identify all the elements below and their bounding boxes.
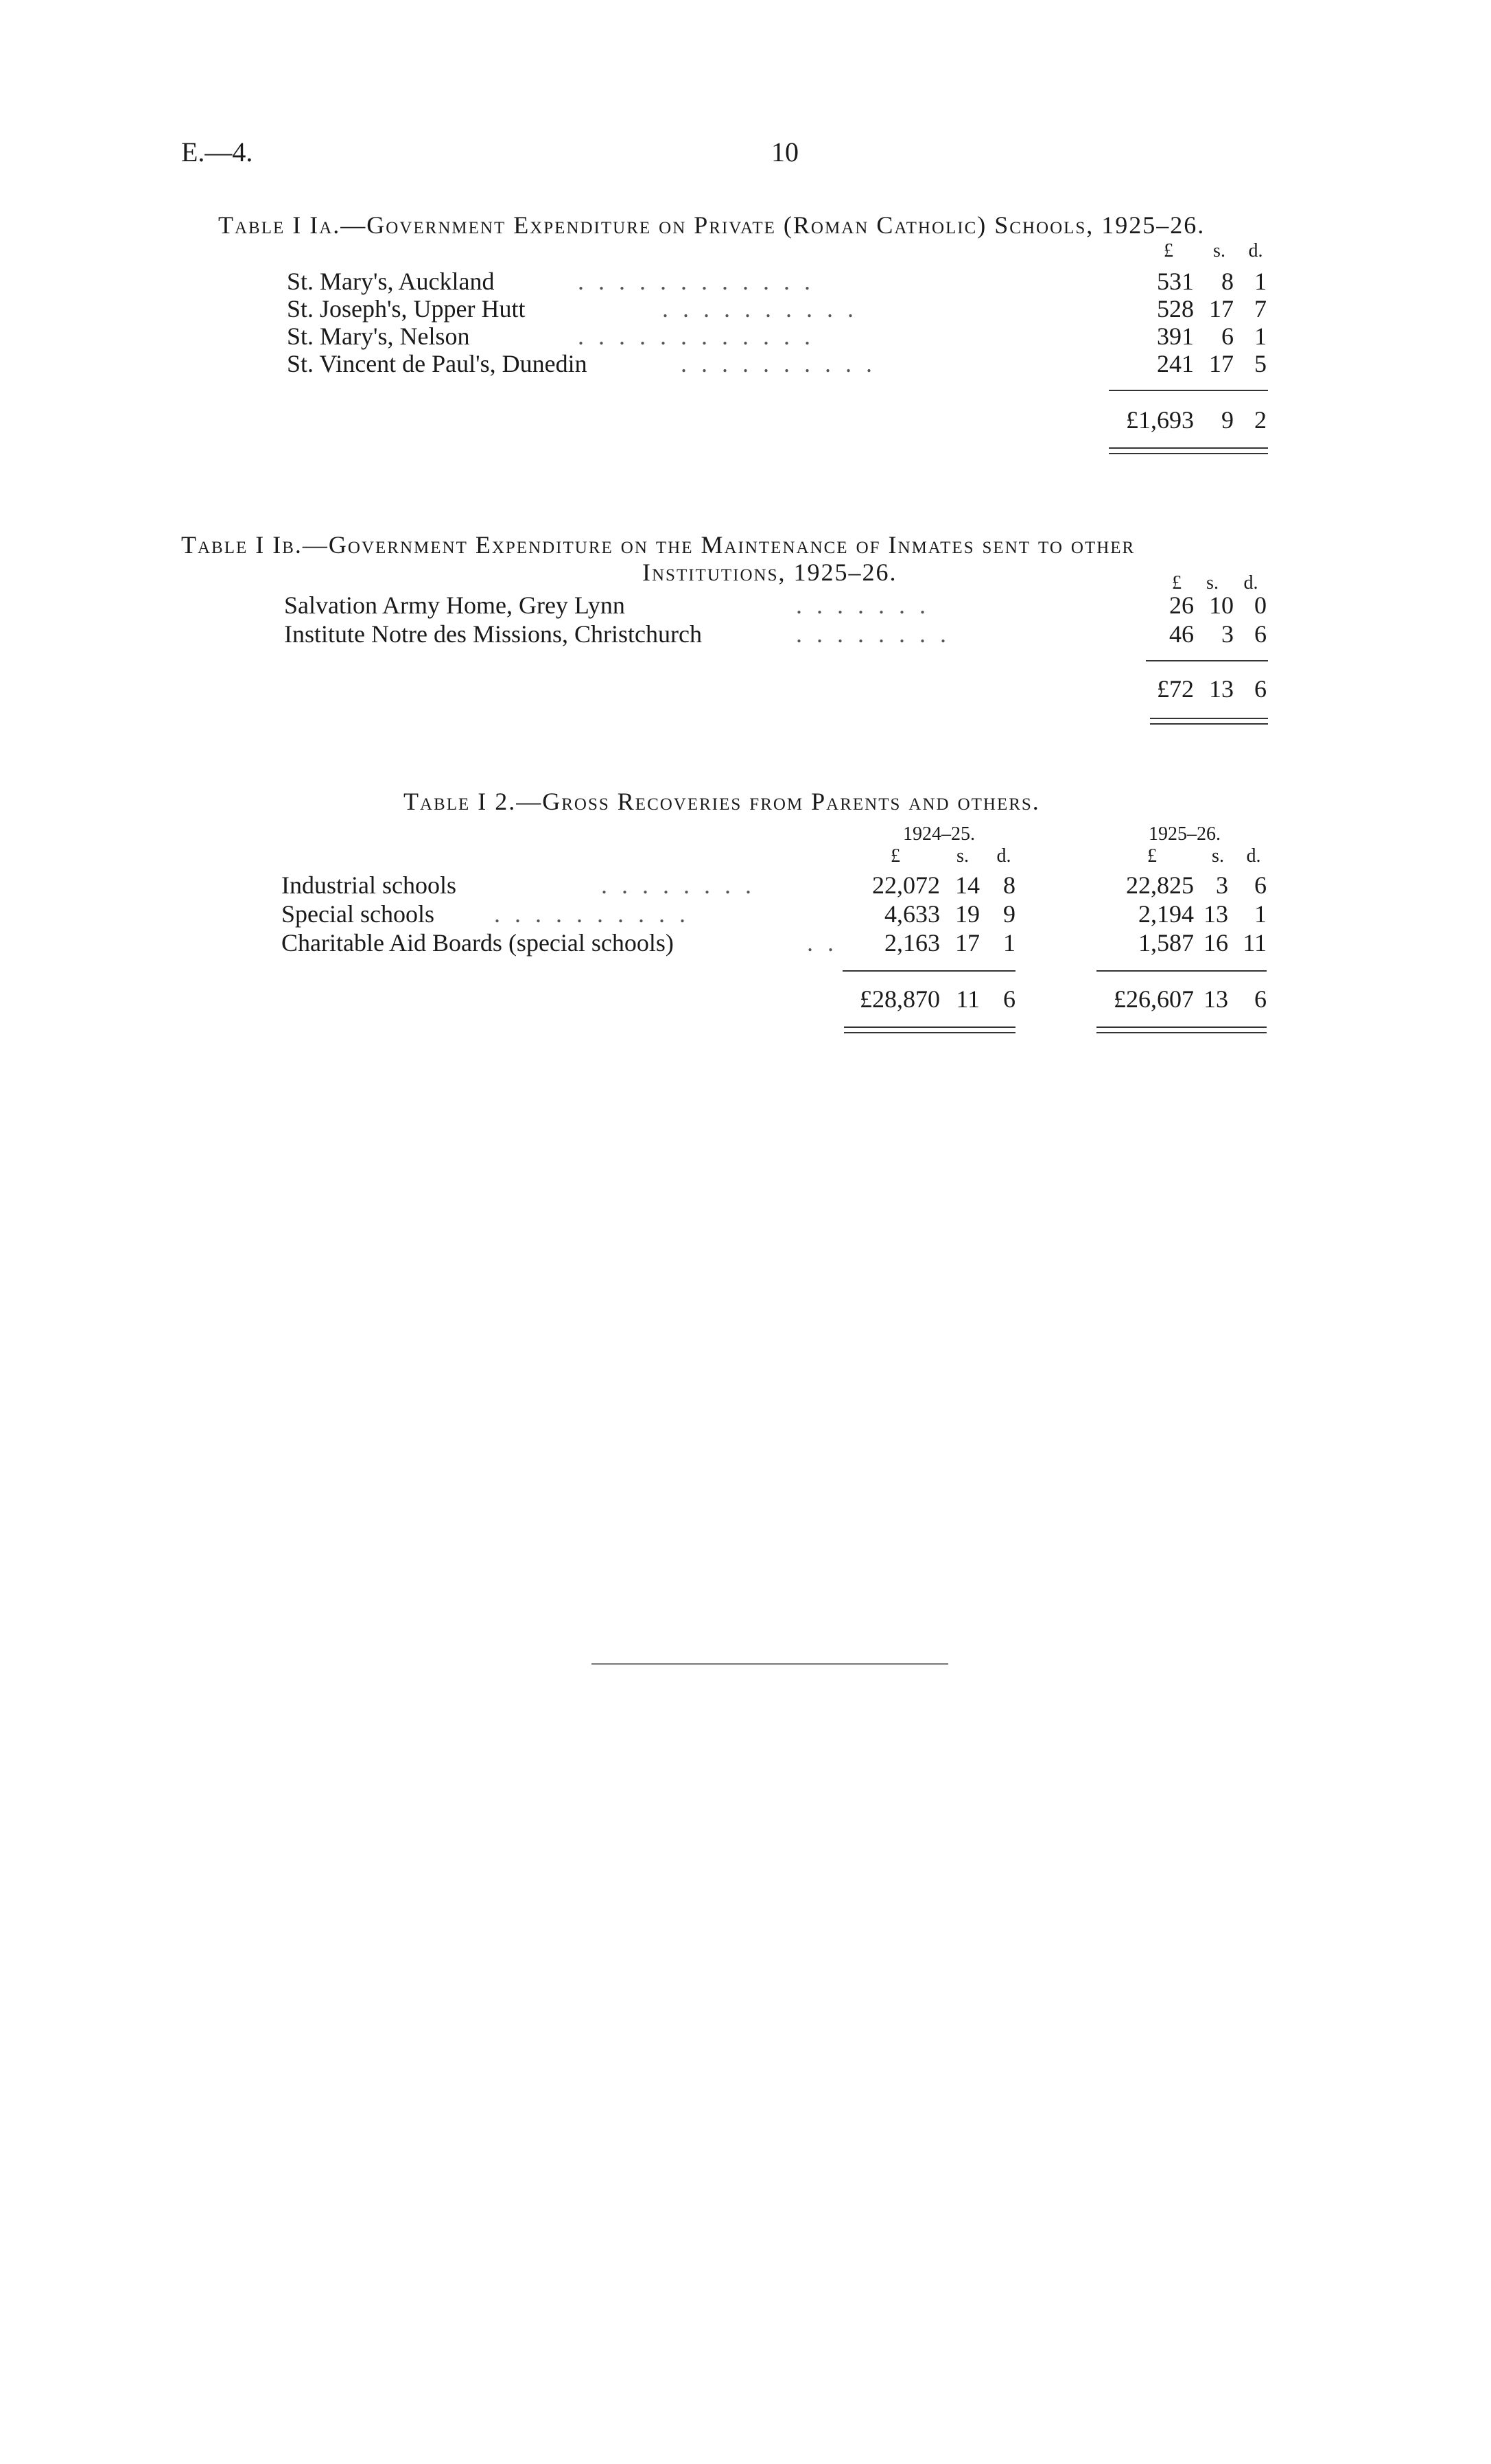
double-rule xyxy=(1150,718,1268,719)
table-i2-col-shillings-2: s. xyxy=(1212,845,1224,867)
table-iib-row-pounds: 26 xyxy=(1169,591,1194,619)
table-iib-title: Table I Ib.—Government Expenditure on the Maintenance of Inmates sent to other xyxy=(181,531,1136,559)
table-i2-col-pounds-2: £ xyxy=(1147,845,1157,867)
leader-dots: . . . . . . . xyxy=(796,591,930,619)
table-i2-row-pence-2: 6 xyxy=(1254,871,1267,899)
table-iib-total-pence: 6 xyxy=(1254,675,1267,703)
table-i2-total-pounds-2: £26,607 xyxy=(1114,985,1194,1013)
table-i2-col-pence-2: d. xyxy=(1246,845,1261,867)
table-iib-total-pounds: £72 xyxy=(1157,675,1194,703)
leader-dots: . . xyxy=(807,929,838,957)
table-iia-total-shillings: 9 xyxy=(1221,406,1234,434)
double-rule xyxy=(1096,1032,1267,1033)
leader-dots: . . . . . . . . . . xyxy=(494,900,690,928)
table-i2-col-shillings-1: s. xyxy=(956,845,969,867)
table-i2-row-pence-1: 8 xyxy=(1003,871,1015,899)
table-i2-row-pounds-1: 4,633 xyxy=(884,900,940,928)
total-rule xyxy=(1096,970,1267,972)
table-iib-col-pounds: £ xyxy=(1172,572,1182,594)
table-i2-year-1924: 1924–25. xyxy=(903,823,975,845)
table-i2-row-pence-2: 1 xyxy=(1254,900,1267,928)
table-iib-row-shillings: 10 xyxy=(1209,591,1234,619)
table-iib-col-shillings: s. xyxy=(1206,572,1219,594)
closing-rule xyxy=(591,1663,948,1665)
table-iib-row-pence: 0 xyxy=(1254,591,1267,619)
double-rule xyxy=(1096,1026,1267,1028)
table-iia-row-pounds: 391 xyxy=(1157,322,1194,350)
table-iia-title: Table I Ia.—Government Expenditure on Private (Roman Catholic) Schools, 1925–26. xyxy=(218,211,1206,239)
page-number: 10 xyxy=(771,137,799,167)
table-i2-col-pence-1: d. xyxy=(996,845,1011,867)
table-iia-total-pounds: £1,693 xyxy=(1126,406,1194,434)
table-i2-row-shillings-2: 3 xyxy=(1216,871,1228,899)
table-iia-row-name: St. Joseph's, Upper Hutt xyxy=(287,295,526,322)
table-iia-row-name: St. Vincent de Paul's, Dunedin xyxy=(287,350,587,377)
table-iib-total-shillings: 13 xyxy=(1209,675,1234,703)
table-i2-row-name: Charitable Aid Boards (special schools) xyxy=(281,929,674,957)
table-i2-row-pounds-1: 22,072 xyxy=(872,871,940,899)
table-i2-title: Table I 2.—Gross Recoveries from Parents and others. xyxy=(403,788,1040,815)
leader-dots: . . . . . . . . . . xyxy=(681,350,876,377)
table-i2-total-shillings-1: 11 xyxy=(956,985,980,1013)
leader-dots: . . . . . . . . . . xyxy=(662,295,858,322)
double-rule xyxy=(844,1026,1015,1028)
table-iia-col-pence: d. xyxy=(1248,240,1263,261)
table-iia-col-shillings: s. xyxy=(1213,240,1225,261)
table-iib-row-pounds: 46 xyxy=(1169,620,1194,648)
table-i2-row-shillings-2: 13 xyxy=(1204,900,1228,928)
table-iia-row-pounds: 531 xyxy=(1157,268,1194,295)
table-iia-col-pounds: £ xyxy=(1164,240,1173,261)
table-i2-row-name: Special schools xyxy=(281,900,434,928)
table-i2-row-shillings-1: 17 xyxy=(955,929,980,957)
leader-dots: . . . . . . . . xyxy=(796,620,950,648)
table-i2-year-1925: 1925–26. xyxy=(1149,823,1221,845)
table-iib-row-shillings: 3 xyxy=(1221,620,1234,648)
table-iia-row-pence: 5 xyxy=(1254,350,1267,377)
table-iib-row-name: Salvation Army Home, Grey Lynn xyxy=(284,591,625,619)
total-rule xyxy=(1146,660,1268,661)
table-i2-row-name: Industrial schools xyxy=(281,871,456,899)
total-rule xyxy=(1109,390,1268,391)
double-rule xyxy=(844,1032,1015,1033)
table-iia-row-name: St. Mary's, Auckland xyxy=(287,268,495,295)
table-iia-row-shillings: 6 xyxy=(1221,322,1234,350)
table-iia-row-pence: 1 xyxy=(1254,322,1267,350)
table-iia-row-shillings: 8 xyxy=(1221,268,1234,295)
table-i2-total-pence-2: 6 xyxy=(1254,985,1267,1013)
table-iib-row-pence: 6 xyxy=(1254,620,1267,648)
leader-dots: . . . . . . . . . . . . xyxy=(578,268,814,295)
table-i2-row-shillings-1: 14 xyxy=(955,871,980,899)
table-i2-row-pence-1: 9 xyxy=(1003,900,1015,928)
leader-dots: . . . . . . . . . . . . xyxy=(578,322,814,350)
table-i2-row-pence-1: 1 xyxy=(1003,929,1015,957)
table-iia-row-shillings: 17 xyxy=(1209,295,1234,322)
table-iia-row-pence: 1 xyxy=(1254,268,1267,295)
table-i2-total-pence-1: 6 xyxy=(1003,985,1015,1013)
double-rule xyxy=(1109,453,1268,454)
table-i2-row-shillings-1: 19 xyxy=(955,900,980,928)
table-iib-col-pence: d. xyxy=(1243,572,1258,594)
table-iia-row-shillings: 17 xyxy=(1209,350,1234,377)
table-i2-total-shillings-2: 13 xyxy=(1204,985,1228,1013)
table-i2-row-pounds-1: 2,163 xyxy=(884,929,940,957)
total-rule xyxy=(843,970,1015,972)
table-iib-row-name: Institute Notre des Missions, Christchurch xyxy=(284,620,702,648)
table-iia-total-pence: 2 xyxy=(1254,406,1267,434)
table-iia-row-pounds: 528 xyxy=(1157,295,1194,322)
table-i2-total-pounds-1: £28,870 xyxy=(860,985,940,1013)
table-i2-row-pounds-2: 22,825 xyxy=(1126,871,1194,899)
table-i2-row-shillings-2: 16 xyxy=(1204,929,1228,957)
table-i2-col-pounds-1: £ xyxy=(891,845,900,867)
table-i2-row-pounds-2: 1,587 xyxy=(1138,929,1194,957)
table-iib-title-line2: Institutions, 1925–26. xyxy=(642,559,897,586)
double-rule xyxy=(1150,723,1268,725)
leader-dots: . . . . . . . . xyxy=(601,871,755,899)
double-rule xyxy=(1109,447,1268,449)
table-iia-row-pence: 7 xyxy=(1254,295,1267,322)
table-iia-row-name: St. Mary's, Nelson xyxy=(287,322,470,350)
table-i2-row-pounds-2: 2,194 xyxy=(1138,900,1194,928)
table-iia-row-pounds: 241 xyxy=(1157,350,1194,377)
doc-reference: E.—4. xyxy=(181,137,253,167)
table-i2-row-pence-2: 11 xyxy=(1243,929,1267,957)
